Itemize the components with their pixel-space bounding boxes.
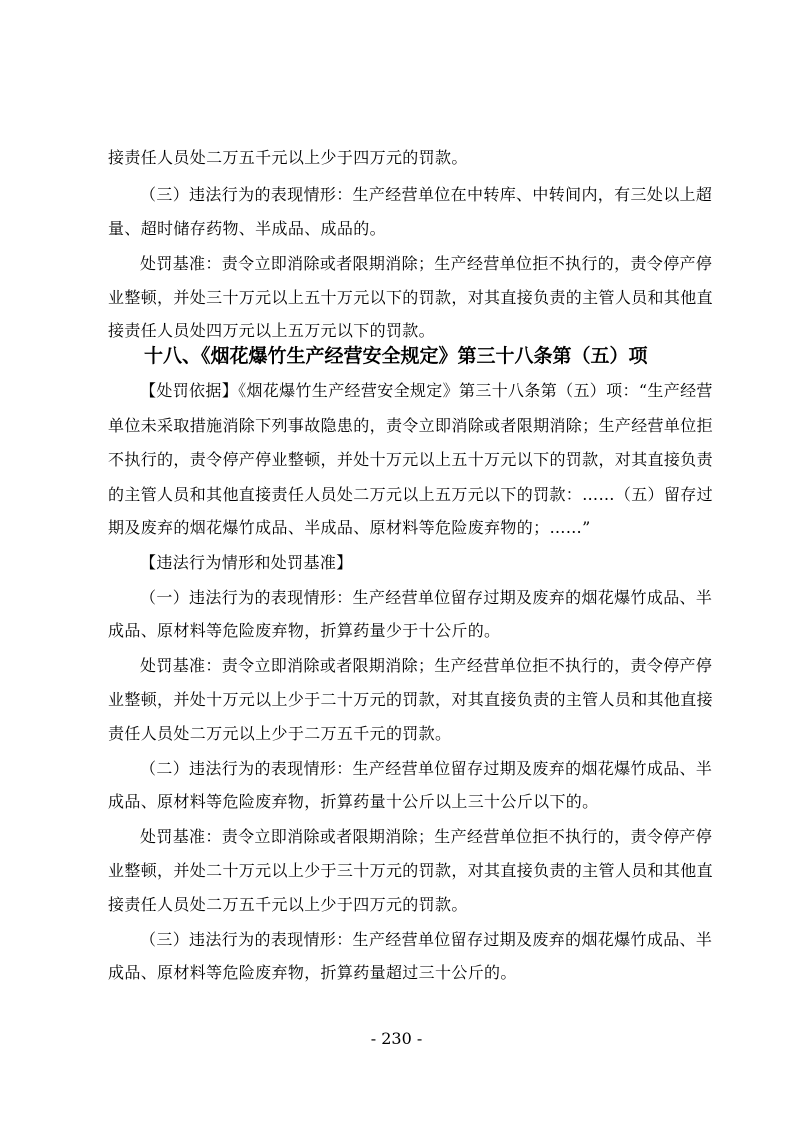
paragraph-line: 处罚基准：责令立即消除或者限期消除；生产经营单位拒不执行的，责令停产停 — [140, 254, 713, 273]
paragraph-line: 成品、原材料等危险废弃物，折算药量超过三十公斤的。 — [108, 963, 517, 982]
paragraph-line: 业整顿，并处三十万元以上五十万元以下的罚款，对其直接负责的主管人员和其他直 — [108, 288, 713, 307]
paragraph-line: 接责任人员处四万元以上五万元以下的罚款。 — [108, 321, 436, 340]
paragraph-line: 业整顿，并处二十万元以上少于三十万元的罚款，对其直接负责的主管人员和其他直 — [108, 861, 713, 880]
paragraph-line: 单位未采取措施消除下列事故隐患的，责令立即消除或者限期消除；生产经营单位拒 — [108, 416, 713, 435]
paragraph-line: （三）违法行为的表现情形：生产经营单位在中转库、中转间内，有三处以上超 — [140, 185, 713, 204]
paragraph-line: 量、超时储存药物、半成品、成品的。 — [108, 219, 386, 238]
paragraph-line: （三）违法行为的表现情形：生产经营单位留存过期及废弃的烟花爆竹成品、半 — [140, 930, 713, 949]
paragraph-line: 成品、原材料等危险废弃物，折算药量少于十公斤的。 — [108, 621, 501, 640]
paragraph-line: 接责任人员处二万五千元以上少于四万元的罚款。 — [108, 148, 468, 167]
paragraph-line: 期及废弃的烟花爆竹成品、半成品、原材料等危险废弃物的；……” — [108, 518, 591, 537]
paragraph-line: 接责任人员处二万五千元以上少于四万元的罚款。 — [108, 895, 468, 914]
paragraph-line: 成品、原材料等危险废弃物，折算药量十公斤以上三十公斤以下的。 — [108, 792, 599, 811]
paragraph-line: 的主管人员和其他直接责任人员处二万元以上五万元以下的罚款：……（五）留存过 — [108, 485, 713, 504]
paragraph-line: 责任人员处二万元以上少于二万五千元的罚款。 — [108, 724, 452, 743]
paragraph-line: （一）违法行为的表现情形：生产经营单位留存过期及废弃的烟花爆竹成品、半 — [140, 588, 713, 607]
paragraph-line: 业整顿，并处十万元以上少于二十万元的罚款，对其直接负责的主管人员和其他直接 — [108, 690, 713, 709]
section-heading: 十八、《烟花爆竹生产经营安全规定》第三十八条第（五）项 — [144, 345, 648, 367]
page-number: - 230 - — [370, 1029, 423, 1048]
paragraph-line: 不执行的，责令停产停业整顿，并处十万元以上五十万元以下的罚款，对其直接负责 — [108, 450, 713, 469]
paragraph-line: （二）违法行为的表现情形：生产经营单位留存过期及废弃的烟花爆竹成品、半 — [140, 759, 713, 778]
subsection-label: 【违法行为情形和处罚基准】 — [140, 553, 353, 572]
paragraph-line: 处罚基准：责令立即消除或者限期消除；生产经营单位拒不执行的，责令停产停 — [140, 656, 713, 675]
paragraph-line: 【处罚依据】《烟花爆竹生产经营安全规定》第三十八条第（五）项：“生产经营 — [140, 381, 713, 400]
paragraph-line: 处罚基准：责令立即消除或者限期消除；生产经营单位拒不执行的，责令停产停 — [140, 827, 713, 846]
